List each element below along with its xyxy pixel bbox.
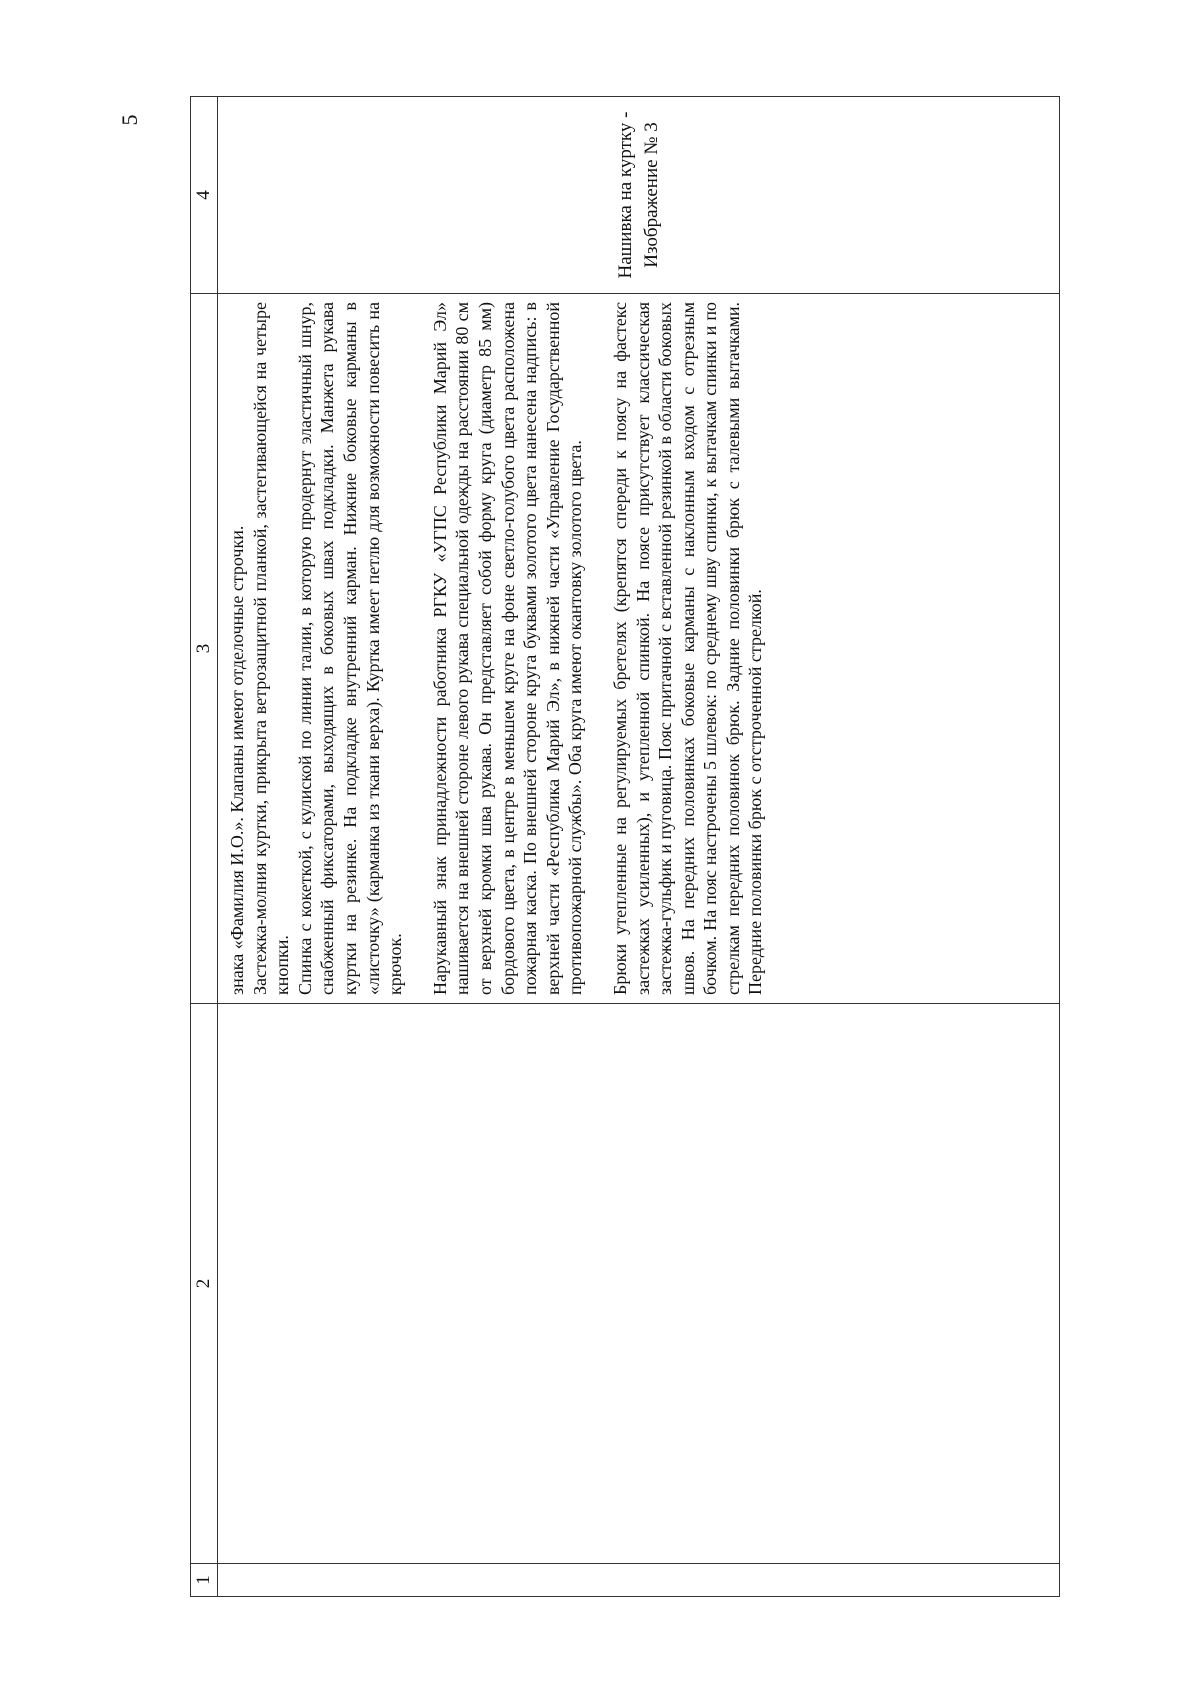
jacket-text-1: знака «Фамилия И.О.». Клапаны имеют отделочные строчки. bbox=[227, 525, 247, 995]
table-header-row bbox=[191, 97, 218, 1597]
column-header-2: 2 bbox=[191, 1004, 218, 1564]
note-line-1: Нашивка на куртку - bbox=[614, 111, 636, 279]
column-header-3: 3 bbox=[191, 294, 218, 1004]
cell-note bbox=[218, 97, 1060, 294]
jacket-text-2: Застежка-молния куртки, прикрыта ветрозащитной планкой, застегивающейся на четыре кнопки. bbox=[249, 302, 293, 995]
page-number: 5 bbox=[117, 114, 142, 126]
note-line-2: Изображение № 3 bbox=[640, 122, 662, 268]
cell-description bbox=[218, 294, 1060, 1004]
column-header-4: 4 bbox=[191, 97, 218, 294]
cell-col2 bbox=[218, 1004, 1060, 1564]
table-row bbox=[218, 97, 1060, 1597]
column-header-1: 1 bbox=[191, 1564, 218, 1597]
sleeve-badge-text: Нарукавный знак принадлежности работника РГКУ «УГПС Республики Марий Эл» нашивается на внешней стороне левого рукава специальной одежды на расстоянии 80 см от верхней кромки шва рукава. Он представляет собой форму круга (диаметр 85 мм) бордового цвета, в центре в меньшем круге на фоне светло-голубого цвета расположена пожарная каска. По внешней стороне круга буквами золотого цвета нанесена надпись: в верхней части «Республика Марий Эл», в нижней части «Управление Государственной противопожарной службы». Оба круга имеют окантовку золотого цвета. bbox=[429, 302, 586, 995]
cell-col1 bbox=[218, 1564, 1060, 1597]
jacket-text-3: Спинка с кокеткой, с кулиской по линии талии, в которую продернут эластичный шнур, снабженный фиксаторами, выходящих в боковых швах подкладки. Манжета рукава куртки на резинке. На подкладке внутренний карман. Нижние боковые карманы в «листочку» (карманка из ткани верха). Куртка имеет петлю для возможности повесить на крючок. bbox=[294, 302, 406, 995]
specification-table bbox=[190, 96, 1060, 1597]
trousers-text: Брюки утепленные на регулируемых бретелях (крепятся спереди к поясу на фастекс застежках усиленных), и утепленной спинкой. На поясе присутствует классическая застежка-гульфик и пуговица. Пояс притачной с вставленной резинкой в области боковых швов. На передних половинках боковые карманы с наклонным входом с отрезным бочком. На пояс настрочены 5 шлевок: по среднему шву спинки, к вытачкам спинки и по стрелкам передних половинок брюк. Задние половинки брюк с талевыми вытачками. Передние половинки брюк с отстроченной стрелкой. bbox=[609, 302, 766, 995]
rotated-table-wrapper bbox=[190, 97, 1060, 1597]
